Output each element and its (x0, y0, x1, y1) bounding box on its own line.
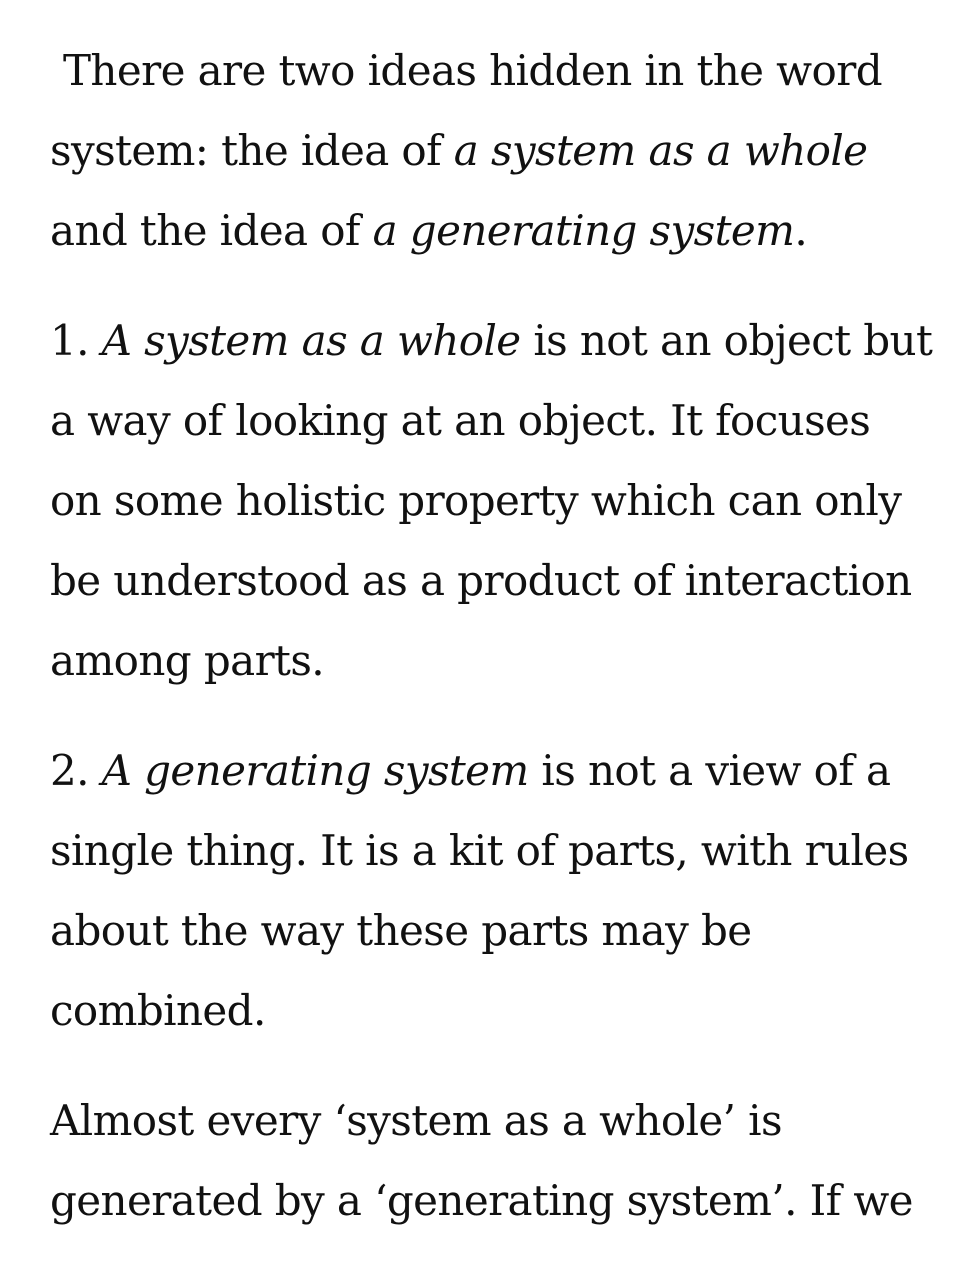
intro-line-2 (50, 111, 950, 191)
item-1-text-1: is not an object but (520, 316, 933, 365)
item-1-paragraph (50, 301, 950, 701)
outro-paragraph (50, 1081, 950, 1241)
item-1-term: A system as a whole (101, 316, 521, 365)
item-2-text-2: single thing. It is a kit of parts, with rules (50, 826, 909, 875)
item-2-line-2 (50, 811, 950, 891)
item-2-line-1 (50, 731, 950, 811)
term-system-as-whole: a system as a whole (453, 126, 868, 175)
intro-paragraph (50, 31, 950, 271)
item-2-text-4: combined. (50, 986, 266, 1035)
item-2-paragraph (50, 731, 950, 1051)
outro-line-1 (50, 1081, 950, 1161)
intro-text-1: There are two ideas hidden in the word (63, 46, 882, 95)
outro-text-2: generated by a ‘generating system’. If we (50, 1176, 913, 1225)
intro-line-1 (50, 31, 950, 111)
item-2-text-3: about the way these parts may be (50, 906, 752, 955)
item-1-text-3: on some holistic property which can only (50, 476, 902, 525)
item-2-text-1: is not a view of a (528, 746, 891, 795)
intro-period: . (794, 206, 808, 255)
item-1-text-5: among parts. (50, 636, 325, 685)
outro-line-2 (50, 1161, 950, 1241)
item-2-term: A generating system (101, 746, 529, 795)
item-2-line-3 (50, 891, 950, 971)
item-2-number: 2. (50, 746, 102, 795)
item-2-line-4 (50, 971, 950, 1051)
item-1-text-2: a way of looking at an object. It focuses (50, 396, 871, 445)
intro-text-3: and the idea of (50, 206, 373, 255)
item-1-line-3 (50, 461, 950, 541)
outro-text-1: Almost every ‘system as a whole’ is (50, 1096, 782, 1145)
intro-line-3 (50, 191, 950, 271)
intro-text-2: system: the idea of (50, 126, 454, 175)
item-1-line-4 (50, 541, 950, 621)
item-1-text-4: be understood as a product of interaction (50, 556, 912, 605)
item-1-line-5 (50, 621, 950, 701)
item-1-line-1 (50, 301, 950, 381)
term-generating-system: a generating system (372, 206, 795, 255)
article-body (50, 31, 950, 1271)
item-1-number: 1. (50, 316, 102, 365)
item-1-line-2 (50, 381, 950, 461)
